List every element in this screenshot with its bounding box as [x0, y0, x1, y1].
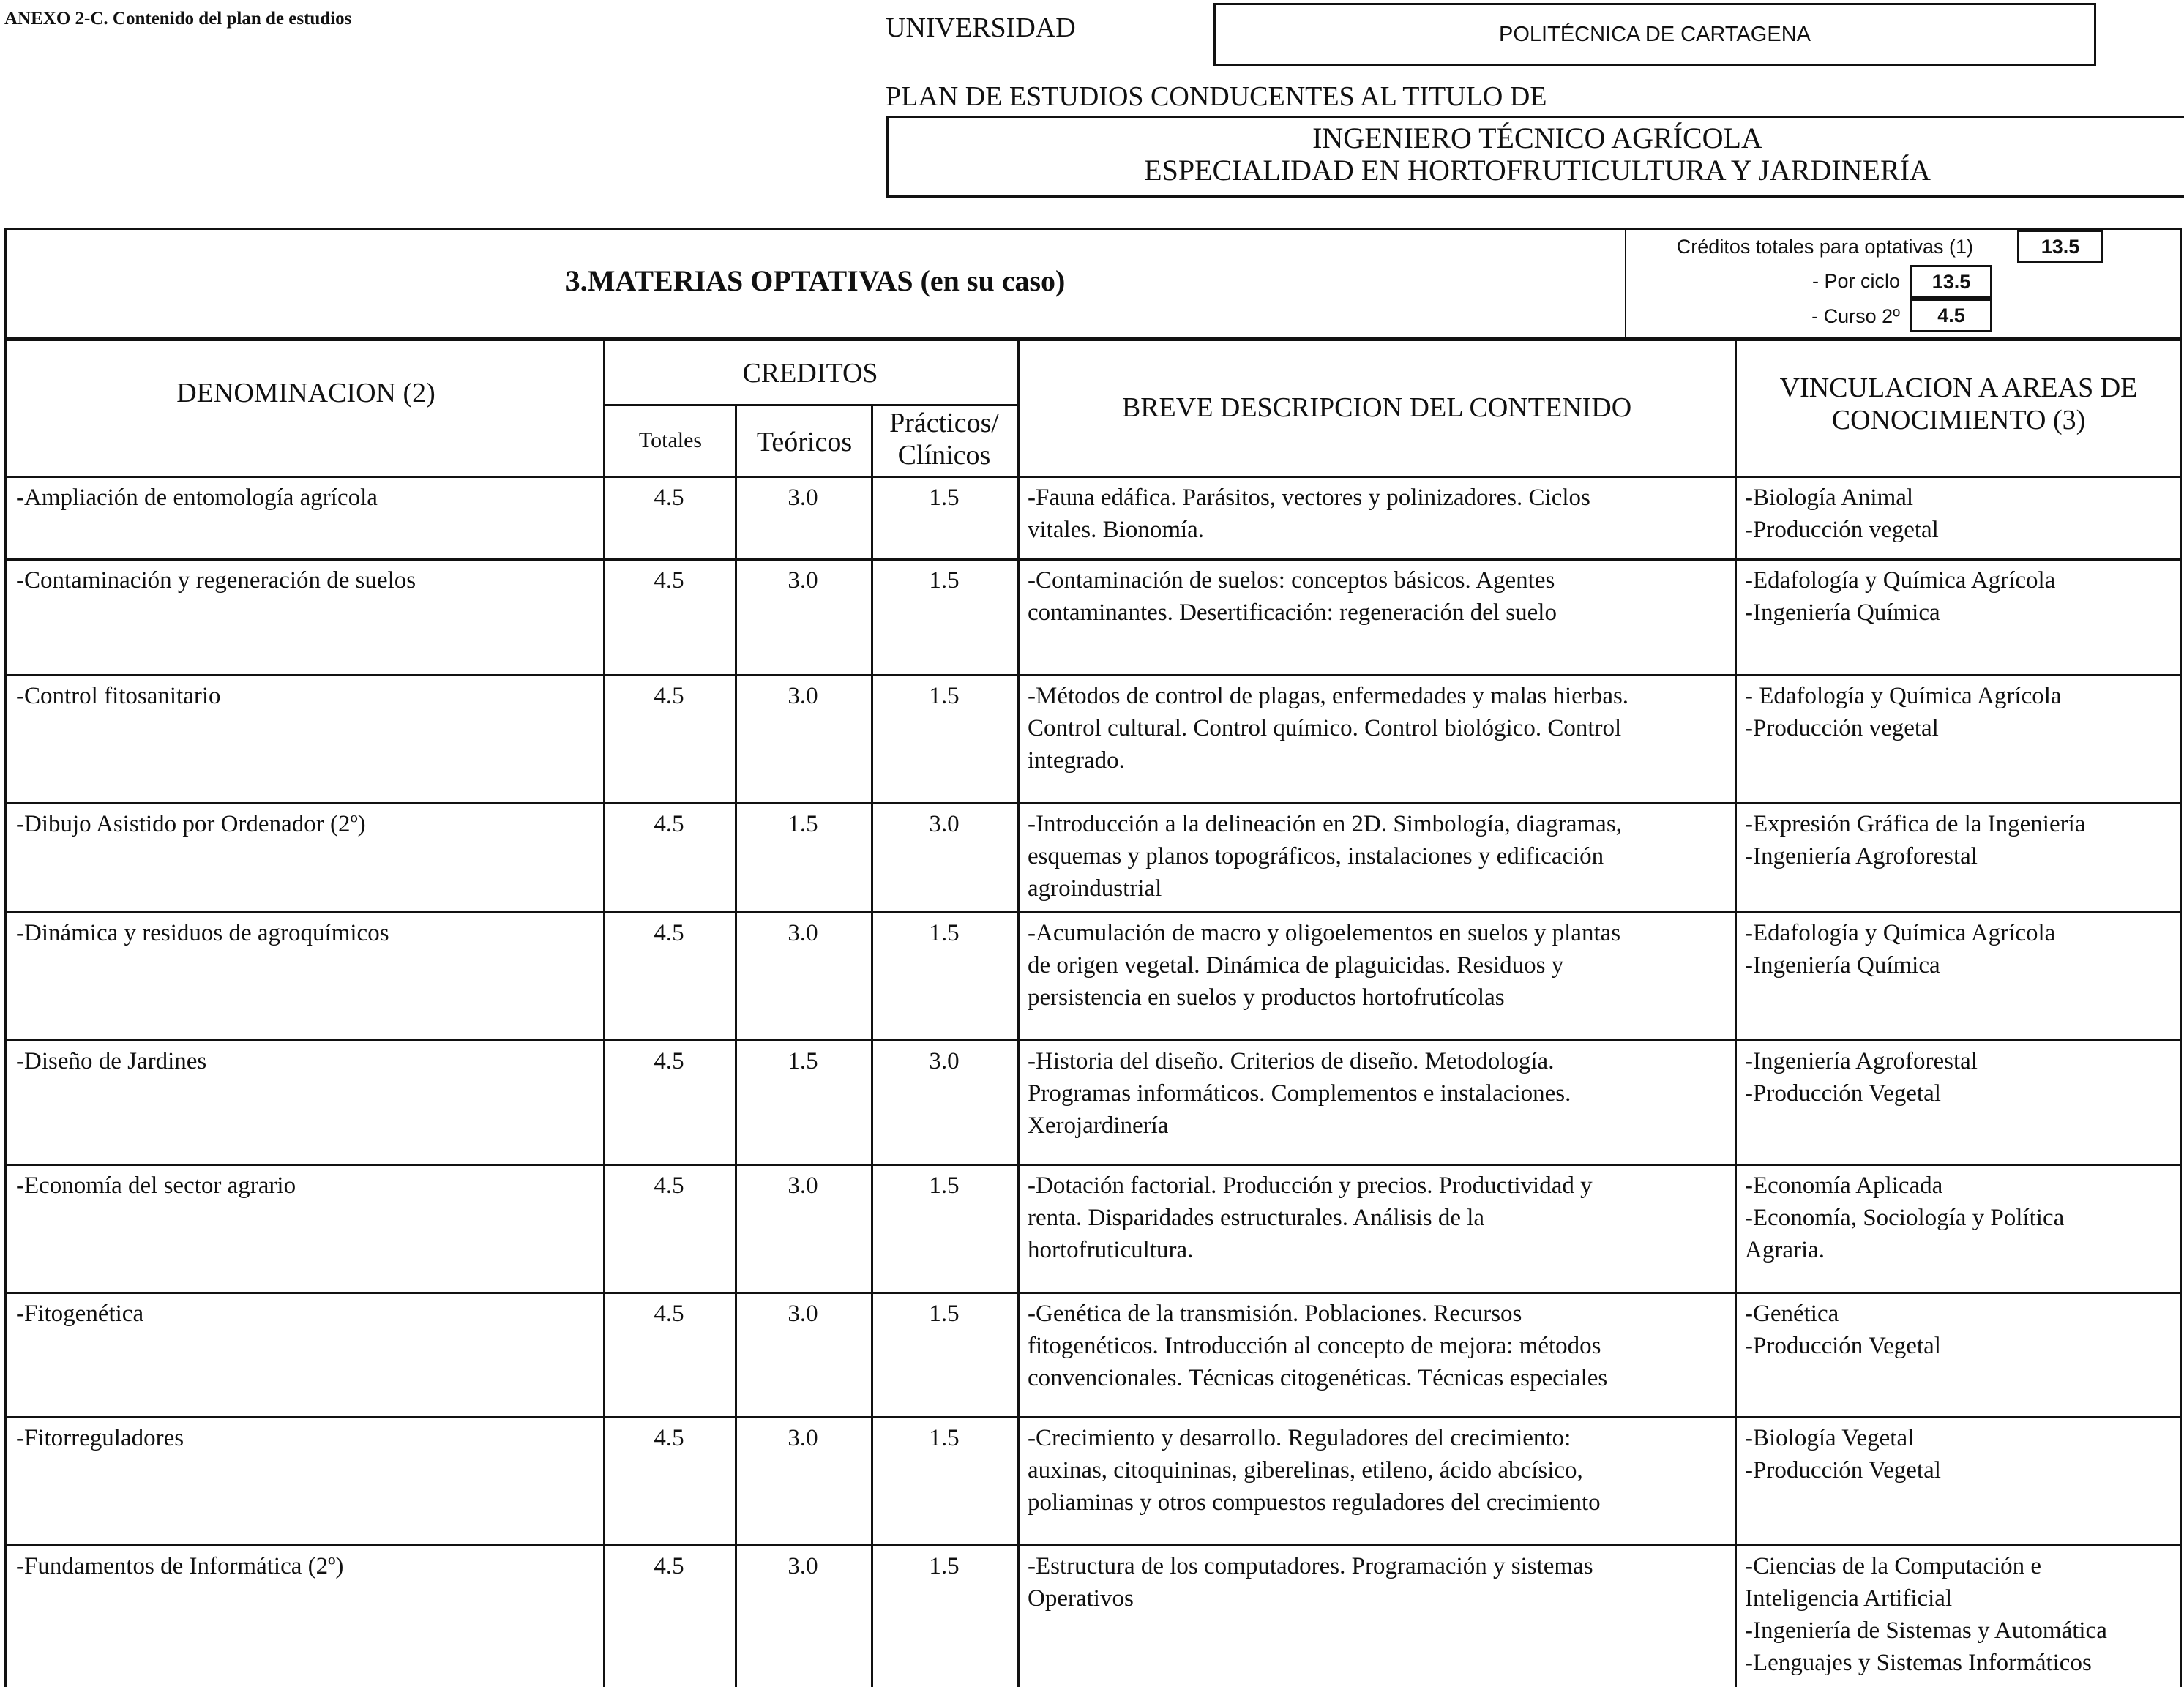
degree-specialty: ESPECIALIDAD EN HORTOFRUTICULTURA Y JARDINERÍA — [1144, 154, 1931, 187]
degree-title: INGENIERO TÉCNICO AGRÍCOLA — [1312, 121, 1762, 154]
header-credits: CREDITOS — [742, 358, 878, 389]
credits-theory: 1.5 — [788, 811, 818, 837]
course-description — [1028, 1298, 1730, 1394]
knowledge-areas — [1745, 1550, 2177, 1679]
course-name: -Dinámica y residuos de agroquímicos — [16, 920, 389, 946]
knowledge-areas — [1745, 1298, 2177, 1362]
course-name: -Fitorreguladores — [16, 1425, 184, 1451]
area-line: -Ciencias de la Computación e — [1745, 1553, 2042, 1579]
credits-practice: 1.5 — [929, 683, 960, 709]
knowledge-areas — [1745, 917, 2177, 981]
course-value: 4.5 — [1910, 299, 1992, 332]
header-practical-line1: Prácticos/ — [889, 408, 999, 438]
knowledge-areas — [1745, 564, 2177, 629]
course-name: -Contaminación y regeneración de suelos — [16, 567, 416, 594]
description-line: auxinas, citoquininas, giberelinas, etileno, ácido abcísico, — [1028, 1457, 1583, 1484]
section-title: 3.MATERIAS OPTATIVAS (en su caso) — [565, 264, 1066, 297]
credits-practice: 1.5 — [929, 485, 960, 511]
area-line: -Economía, Sociología y Política — [1745, 1205, 2065, 1231]
degree-box — [886, 116, 2184, 198]
area-line: Agraria. — [1745, 1237, 1825, 1263]
description-line: de origen vegetal. Dinámica de plaguicidas. Residuos y — [1028, 952, 1564, 979]
area-line: -Biología Animal — [1745, 485, 1914, 511]
area-line: -Producción Vegetal — [1745, 1333, 1941, 1359]
knowledge-areas — [1745, 808, 2177, 872]
course-label: - Curso 2º — [1811, 305, 1900, 327]
area-line: Inteligencia Artificial — [1745, 1585, 1953, 1612]
area-line: -Lenguajes y Sistemas Informáticos — [1745, 1650, 2092, 1676]
credits-total: 4.5 — [654, 920, 684, 946]
area-line: -Producción vegetal — [1745, 517, 1939, 543]
course-name: -Economía del sector agrario — [16, 1172, 296, 1199]
description-line: -Acumulación de macro y oligoelementos en suelos y plantas — [1028, 920, 1621, 946]
description-line: -Introducción a la delineación en 2D. Simbología, diagramas, — [1028, 811, 1622, 837]
header-totals: Totales — [638, 428, 703, 452]
credits-theory: 3.0 — [788, 920, 818, 946]
column-rule — [1017, 339, 1020, 1687]
row-rule — [4, 1292, 2182, 1294]
course-description — [1028, 1422, 1730, 1519]
knowledge-areas — [1745, 1422, 2177, 1486]
column-rule — [1735, 339, 1737, 1687]
row-rule — [4, 1544, 2182, 1546]
description-line: Control cultural. Control químico. Control biológico. Control — [1028, 715, 1622, 741]
description-line: agroindustrial — [1028, 875, 1162, 902]
per-cycle-value: 13.5 — [1910, 265, 1992, 299]
description-line: convencionales. Técnicas citogenéticas. Técnicas especiales — [1028, 1365, 1608, 1391]
area-line: -Producción vegetal — [1745, 715, 1939, 741]
row-rule — [4, 558, 2182, 561]
description-line: fitogenéticos. Introducción al concepto de mejora: métodos — [1028, 1333, 1601, 1359]
course-description — [1028, 564, 1730, 629]
credits-practice: 1.5 — [929, 1553, 960, 1579]
area-line: -Ingeniería Agroforestal — [1745, 1048, 1978, 1074]
header-description: BREVE DESCRIPCION DEL CONTENIDO — [1121, 392, 1632, 423]
credits-total: 4.5 — [654, 1172, 684, 1199]
knowledge-areas — [1745, 482, 2177, 546]
course-description — [1028, 808, 1730, 905]
description-line: vitales. Bionomía. — [1028, 517, 1205, 543]
area-line: -Ingeniería de Sistemas y Automática — [1745, 1617, 2107, 1644]
course-description — [1028, 680, 1730, 777]
description-line: hortofruticultura. — [1028, 1237, 1194, 1263]
table-right-border — [2180, 339, 2182, 1687]
area-line: -Edafología y Química Agrícola — [1745, 920, 2056, 946]
description-line: renta. Disparidades estructurales. Análisis de la — [1028, 1205, 1485, 1231]
credits-theory: 3.0 — [788, 567, 818, 594]
credits-practice: 3.0 — [929, 1048, 960, 1074]
credits-theory: 1.5 — [788, 1048, 818, 1074]
row-rule — [4, 802, 2182, 804]
course-name: -Dibujo Asistido por Ordenador (2º) — [16, 811, 366, 837]
credits-total: 4.5 — [654, 567, 684, 594]
header-name: DENOMINACION (2) — [176, 378, 435, 408]
credits-theory: 3.0 — [788, 683, 818, 709]
row-rule — [4, 674, 2182, 676]
description-line: integrado. — [1028, 747, 1125, 774]
description-line: Xerojardinería — [1028, 1112, 1169, 1139]
description-line: -Historia del diseño. Criterios de diseño. Metodología. — [1028, 1048, 1555, 1074]
area-line: -Expresión Gráfica de la Ingeniería — [1745, 811, 2086, 837]
course-description — [1028, 917, 1730, 1014]
annex-title: ANEXO 2-C. Contenido del plan de estudios — [4, 9, 352, 29]
description-line: esquemas y planos topográficos, instalaciones y edificación — [1028, 843, 1604, 869]
description-line: -Estructura de los computadores. Programación y sistemas — [1028, 1553, 1593, 1579]
knowledge-areas — [1745, 1170, 2177, 1266]
course-name: -Ampliación de entomología agrícola — [16, 485, 378, 511]
area-line: -Ingeniería Química — [1745, 952, 1940, 979]
credits-panel-divider — [1625, 228, 1626, 339]
credits-theory: 3.0 — [788, 485, 818, 511]
header-practical — [872, 407, 1016, 471]
credits-practice: 3.0 — [929, 811, 960, 837]
description-line: -Fauna edáfica. Parásitos, vectores y polinizadores. Ciclos — [1028, 485, 1590, 511]
header-practical-line2: Clínicos — [897, 440, 991, 471]
credits-theory: 3.0 — [788, 1553, 818, 1579]
description-line: contaminantes. Desertificación: regeneración del suelo — [1028, 599, 1557, 626]
area-line: -Biología Vegetal — [1745, 1425, 1915, 1451]
university-name-box — [1213, 3, 2096, 66]
header-areas-line1: VINCULACION A AREAS DE — [1779, 373, 2138, 403]
university-label: UNIVERSIDAD — [886, 12, 1076, 43]
course-name: -Diseño de Jardines — [16, 1048, 207, 1074]
credits-practice: 1.5 — [929, 1425, 960, 1451]
header-areas — [1736, 372, 2181, 436]
credits-practice: 1.5 — [929, 1172, 960, 1199]
per-cycle-label: - Por ciclo — [1811, 270, 1900, 292]
course-name: -Fundamentos de Informática (2º) — [16, 1553, 344, 1579]
description-line: poliaminas y otros compuestos reguladores del crecimiento — [1028, 1489, 1601, 1516]
area-line: -Edafología y Química Agrícola — [1745, 567, 2056, 594]
area-line: - Edafología y Química Agrícola — [1745, 683, 2062, 709]
course-description — [1028, 1550, 1730, 1615]
credits-total: 4.5 — [654, 1301, 684, 1327]
course-name: -Fitogenética — [16, 1301, 144, 1327]
knowledge-areas — [1745, 680, 2177, 744]
area-line: -Ingeniería Química — [1745, 599, 1940, 626]
credits-total: 4.5 — [654, 1048, 684, 1074]
area-line: -Ingeniería Agroforestal — [1745, 843, 1978, 869]
credits-total: 4.5 — [654, 1553, 684, 1579]
description-line: Programas informáticos. Complementos e instalaciones. — [1028, 1080, 1571, 1107]
description-line: persistencia en suelos y productos hortofrutícolas — [1028, 984, 1505, 1011]
course-name: -Control fitosanitario — [16, 683, 221, 709]
header-bottom-rule — [4, 476, 2182, 478]
credits-total: 4.5 — [654, 1425, 684, 1451]
university-name: POLITÉCNICA DE CARTAGENA — [1499, 22, 1811, 46]
credits-theory: 3.0 — [788, 1301, 818, 1327]
description-line: -Dotación factorial. Producción y precios. Productividad y — [1028, 1172, 1593, 1199]
knowledge-areas — [1745, 1045, 2177, 1110]
total-credits-value: 13.5 — [2017, 230, 2103, 263]
credits-theory: 3.0 — [788, 1425, 818, 1451]
area-line: -Producción Vegetal — [1745, 1457, 1941, 1484]
area-line: -Producción Vegetal — [1745, 1080, 1941, 1107]
plan-label: PLAN DE ESTUDIOS CONDUCENTES AL TITULO DE — [886, 81, 1547, 112]
credits-subheader-rule — [603, 404, 1017, 406]
credits-total: 4.5 — [654, 683, 684, 709]
row-rule — [4, 1416, 2182, 1418]
course-description — [1028, 482, 1730, 546]
credits-total: 4.5 — [654, 485, 684, 511]
row-rule — [4, 911, 2182, 913]
course-description — [1028, 1045, 1730, 1142]
description-line: Operativos — [1028, 1585, 1134, 1612]
credits-total: 4.5 — [654, 811, 684, 837]
total-credits-label: Créditos totales para optativas (1) — [1676, 236, 1973, 258]
area-line: -Economía Aplicada — [1745, 1172, 1943, 1199]
area-line: -Genética — [1745, 1301, 1839, 1327]
description-line: -Métodos de control de plagas, enfermedades y malas hierbas. — [1028, 683, 1629, 709]
description-line: -Contaminación de suelos: conceptos básicos. Agentes — [1028, 567, 1555, 594]
row-rule — [4, 1039, 2182, 1041]
column-rule — [603, 339, 605, 1687]
description-line: -Genética de la transmisión. Poblaciones. Recursos — [1028, 1301, 1522, 1327]
credits-practice: 1.5 — [929, 1301, 960, 1327]
description-line: -Crecimiento y desarrollo. Reguladores del crecimiento: — [1028, 1425, 1571, 1451]
course-description — [1028, 1170, 1730, 1266]
row-rule — [4, 1164, 2182, 1166]
credits-practice: 1.5 — [929, 920, 960, 946]
credits-practice: 1.5 — [929, 567, 960, 594]
header-areas-line2: CONOCIMIENTO (3) — [1831, 405, 2086, 435]
credits-theory: 3.0 — [788, 1172, 818, 1199]
table-left-border — [4, 339, 7, 1687]
table-top-rule — [4, 339, 2182, 341]
header-theoretical: Teóricos — [756, 427, 853, 457]
